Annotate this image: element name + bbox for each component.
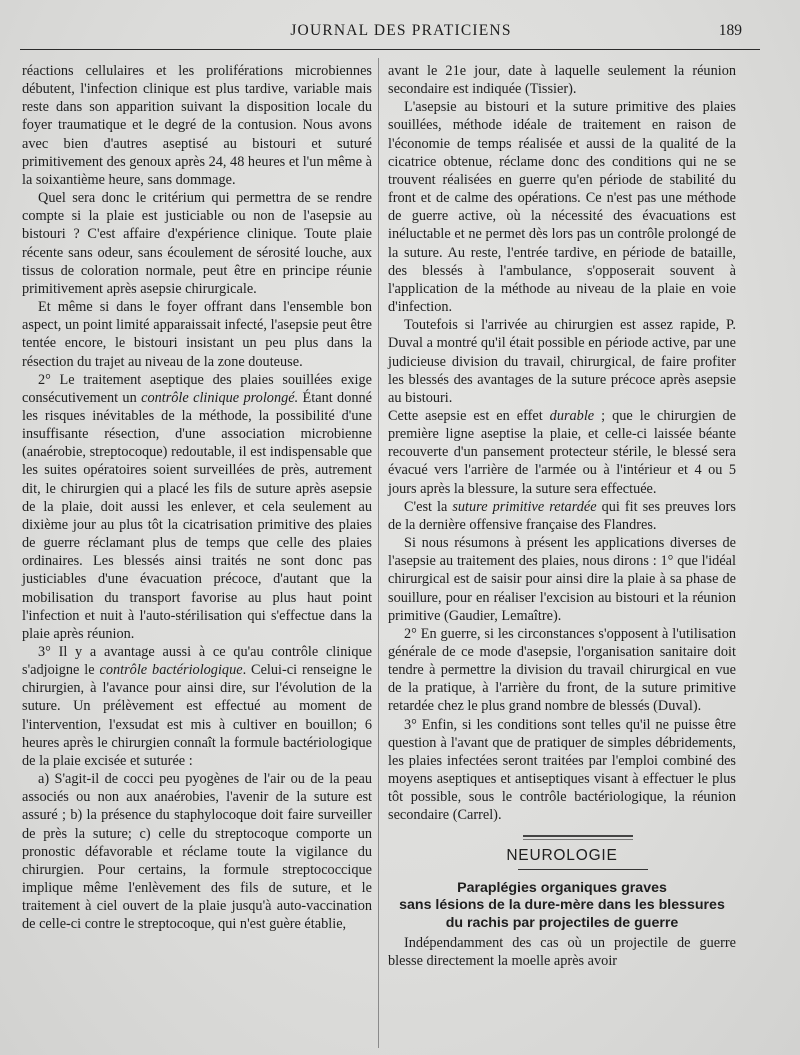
article-title-line: du rachis par projectiles de guerre [445, 914, 679, 931]
paragraph [22, 371, 372, 643]
text-run: . Celui-ci renseigne le chirurgien, à l'avance pour ainsi dire, sur l'évolution de la suture. Un prélèvement est effectué au moment de l'intervention, l'exsudat est mis à cultiver en bouillon; 6 heures après le chirurgien connaît la formule bactériologique de la plaie excisée et suturée : [22, 662, 373, 769]
paragraph: Et même si dans le foyer offrant dans l'ensemble bon aspect, un point limité apparaissait infecté, l'asepsie peut être tentée encore, le bistouri insistant un peu plus dans la résection du trajet au niveau de la zone douteuse. [22, 299, 372, 370]
paragraph: 3° Enfin, si les conditions sont telles qu'il ne puisse être question à l'avant que de pratiquer de simples débridements, les plaies infectées seront traitées par l'emploi combiné des moyens aseptiques et antiseptiques visant à effectuer le plus tôt possible, sous le contrôle bactériologique, la réunion secondaire (Carrel). [388, 716, 736, 824]
left-column [22, 62, 372, 934]
paragraph [22, 643, 372, 770]
header-rule [20, 49, 760, 50]
section-heading: NEUROLOGIE [506, 846, 618, 864]
text-run: ; que le chirurgien de première ligne aseptise la plaie, et celle-ci laissée béante recouverte d'un pansement protecteur stérile, le blessé sera évacué vers l'arrière de l'armée ou à l'intérieur et 4 ou 5 jours après la blessure, la suture sera effectuée. [388, 407, 736, 497]
paragraph [388, 498, 736, 534]
paragraph: Quel sera donc le critérium qui permettra de se rendre compte si la plaie est justiciable ou non de l'asepsie au bistouri ? C'est affaire d'expérience clinique. Toute plaie récente sans odeur, sans écoulement de sérosité louche, aux tissus de coloration normale, peut être en principe réunie primitivement après asepsie chirurgicale. [22, 190, 372, 297]
right-column [388, 62, 736, 971]
article-title-line: sans lésions de la dure-mère dans les blessures [399, 897, 725, 914]
running-title: JOURNAL DES PRATICIENS [290, 22, 512, 39]
paragraph: réactions cellulaires et les proliférations microbiennes débutent, l'infection clinique est plus tardive, variable mais reste dans son apparition suivant la disposition locale du foyer traumatique et le degré de la contusion. Nous avons avec bien d'autres aseptisé au bistouri et suturé primitivement des genoux après 24, 48 heures et l'un même à la soixantième heure, sans dommage. [22, 63, 372, 188]
italic-term: contrôle bactériologique [99, 662, 243, 679]
paragraph: 2° En guerre, si les circonstances s'opposent à l'utilisation générale de ce mode d'asepsie, l'organisation sanitaire doit tendre à permettre la division du travail chirurgical en vue de la pratique, à l'arrière du front, de la suture primitive retardée chez le plus grand nombre de blessés (Duval). [388, 625, 736, 715]
text-run: Cette asepsie est en effet [388, 407, 550, 424]
text-run: qui fit ses preuves lors de la dernière offensive française des Flandres. [388, 498, 736, 533]
article-title-line: Paraplégies organiques graves [457, 879, 667, 896]
text-run: 2° Le traitement aseptique des plaies souillées exige consécutivement un [22, 371, 372, 406]
column-divider [378, 58, 379, 1048]
paragraph: avant le 21e jour, date à laquelle seulement la réunion secondaire est indiquée (Tissier). [388, 63, 736, 98]
paragraph: L'asepsie au bistouri et la suture primitive des plaies souillées, méthode idéale de traitement en raison de l'économie de temps réalisée et aussi de la qualité de la cicatrice obtenue, réclame donc des conditions qui ne se trouvent réalisées en guerre qu'en période de stabilité du front et de calme des opérations. Ce n'est pas une méthode de guerre active, où la nécessité des évacuations est inéluctable et ne permet dès lors pas un contrôle prolongé de la suture. Au reste, l'entrée tardive, en période de bataille, des blessés à l'ambulance, s'opposerait souvent à l'application de la méthode au niveau de la plaie en voie d'infection. [388, 99, 736, 316]
paragraph [388, 407, 736, 498]
decorative-rule [523, 835, 633, 837]
italic-term: suture primitive retardée [452, 498, 597, 515]
italic-term: contrôle clinique prolongé. [141, 389, 299, 406]
italic-term: durable [549, 407, 595, 424]
running-head [20, 22, 782, 48]
paragraph: a) S'agit-il de cocci peu pyogènes de l'air ou de la peau associés ou non aux anaérobies, l'avenir de la suture est assuré ; b) la présence du staphylocoque doit faire surveiller de près la suture; c) celle du streptocoque comporte un pronostic défavorable et réclame toute la vigilance du chirurgien. Pour certains, la formule streptococcique implique même l'enlèvement des fils de suture, et le traitement à ciel ouvert de la plaie jusqu'à auto-vaccination de celle-ci contre le streptocoque, qui n'est guère établie, [22, 771, 372, 933]
text-run: Étant donné les risques inévitables de la méthode, la possibilité d'une insuffisante résection, d'une association microbienne (anaérobie, streptocoque) redoutable, il est indispensable que les suites opératoires soient surveillées de près, autrement dit, le chirurgien qui a placé les fils de suture après asepsie de la plaie, doit aussi les enlever, et cela seulement au dixième jour au plus tôt la cicatrisation primitive des plaies de guerre réclamant plus de temps que celle des plaies ordinaires. Les blessés ainsi traités ne sont donc pas justiciables d'une évacuation précoce, d'autant que la mobilisation du transport favorise au plus haut point l'infection et nuit à l'auto-stérilisation qui s'effectue dans la plaie après réunion. [22, 389, 372, 642]
page-number: 189 [718, 22, 742, 39]
paragraph: Si nous résumons à présent les applications diverses de l'asepsie au traitement des plaies, nous dirons : 1° que l'idéal chirurgical est de saisir pour ainsi dire la plaie à sa phase de souillure, pour en réaliser l'excision au bistouri et la réunion primitive (Gaudier, Lemaître). [388, 535, 736, 624]
text-run: 3° Il y a avantage aussi à ce qu'au contrôle clinique s'adjoigne le [22, 644, 372, 679]
text-run: C'est la [404, 498, 453, 515]
section-rule [518, 869, 648, 870]
article-title [388, 880, 736, 933]
paragraph: Indépendamment des cas où un projectile de guerre blesse directement la moelle après avoir [388, 935, 736, 970]
paragraph: Toutefois si l'arrivée au chirurgien est assez rapide, P. Duval a montré qu'il était possible en période active, par une judicieuse division du travail, chirurgical, de faire profiter les blessés des avantages de la suture précoce après asepsie au bistouri. [388, 317, 736, 406]
